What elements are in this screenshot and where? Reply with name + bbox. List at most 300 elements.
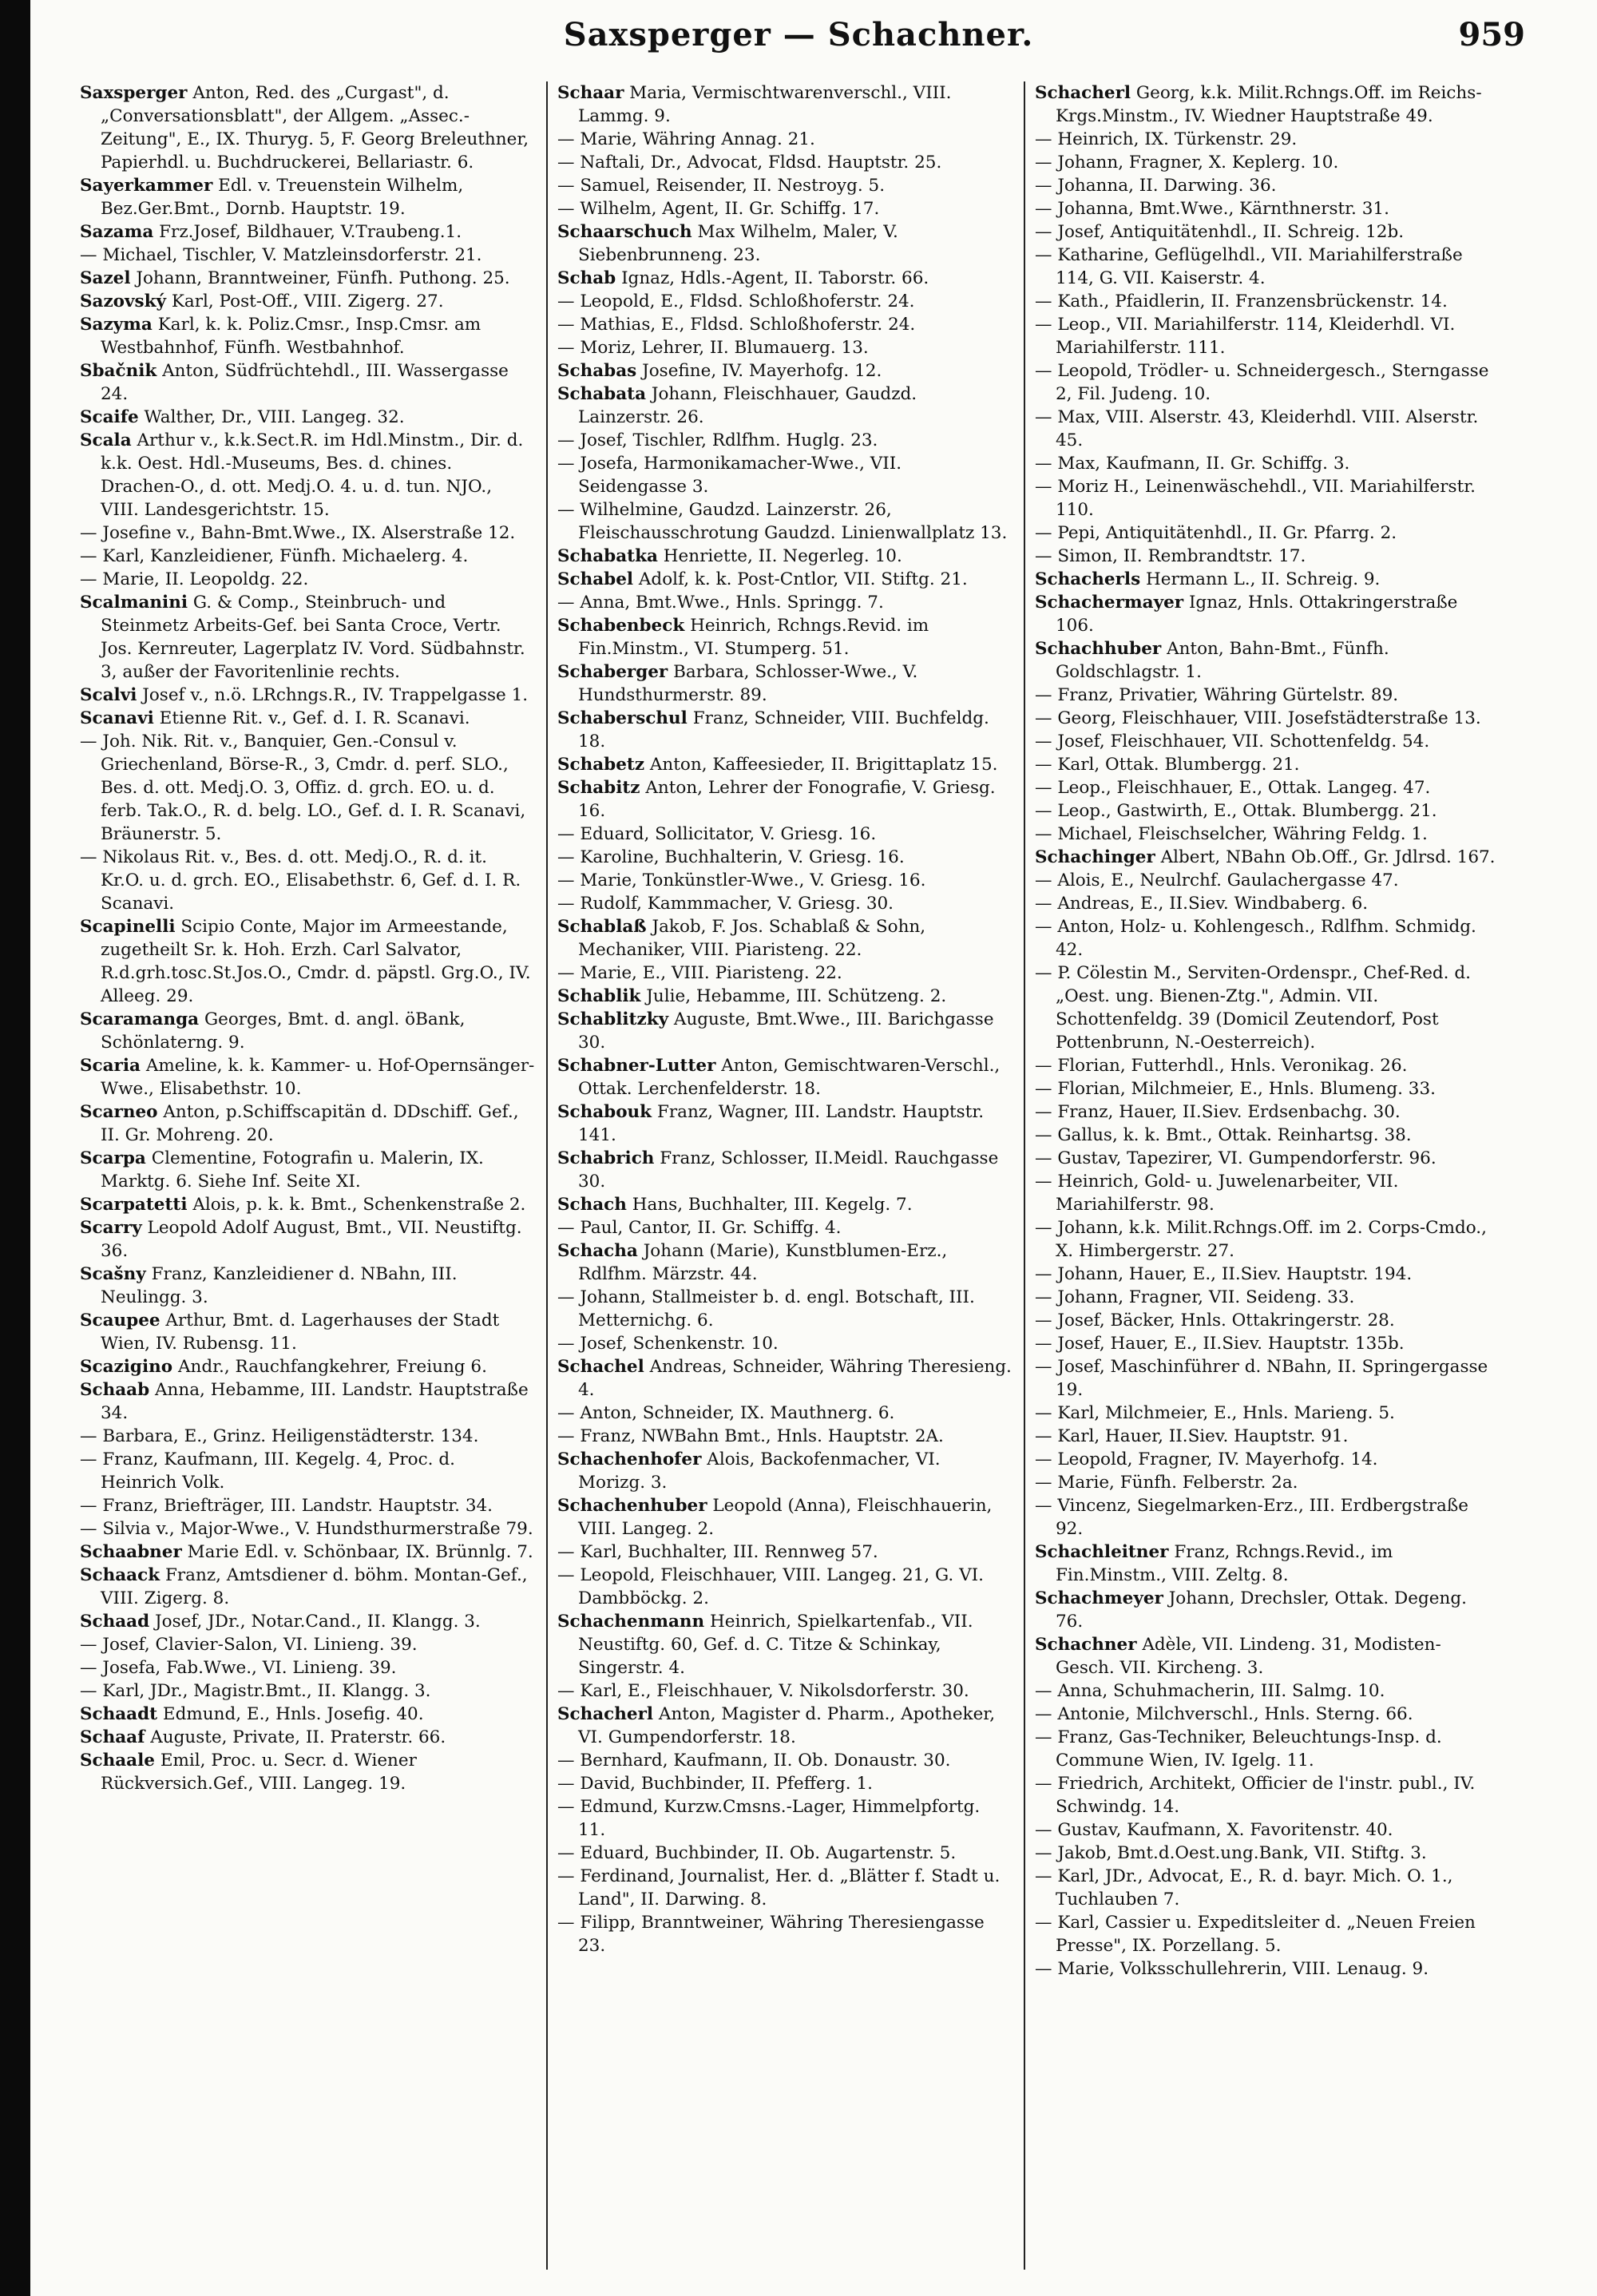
entry-details: Jakob, F. Jos. Schablaß & Sohn, Mechaniker, VIII. Piaristeng. 22. [578,917,926,960]
entry-surname: Schaberschul [557,708,688,728]
entry-details: — Michael, Fleischselcher, Währing Feldg. 1. [1035,824,1428,844]
entry-details: Maria, Vermischtwarenverschl., VIII. Lammg. 9. [578,83,952,126]
column-divider [1024,81,1025,2270]
directory-entry [557,313,1012,336]
entry-details: — Mathias, E., Fldsd. Schloßhoferstr. 24. [557,315,916,335]
entry-details: — David, Buchbinder, II. Pfefferg. 1. [557,1774,873,1794]
entry-surname: Schachermayer [1035,593,1184,613]
directory-entry [557,614,1012,660]
directory-entry [1035,823,1496,846]
directory-entry [1035,1309,1496,1332]
entry-details: — Vincenz, Siegelmarken-Erz., III. Erdbergstraße 92. [1035,1496,1468,1539]
entry-details: — Karoline, Buchhalterin, V. Griesg. 16. [557,847,905,867]
entry-details: — Marie, Tonkünstler-Wwe., V. Griesg. 16. [557,870,926,890]
directory-entry [557,1842,1012,1865]
directory-entry [1035,1911,1496,1957]
entry-surname: Schaadt [80,1704,158,1724]
directory-entry [1035,1448,1496,1471]
directory-entry [557,1564,1012,1610]
directory-entry [80,730,535,846]
entry-details: — Leop., Fleischhauer, E., Ottak. Langeg. 47. [1035,778,1431,798]
entry-surname: Schaale [80,1751,155,1771]
directory-entry [80,1147,535,1193]
entry-details: Franz, Rchngs.Revid., im Fin.Minstm., VIII. Zeltg. 8. [1056,1542,1393,1585]
entry-details: Karl, Post-Off., VIII. Zigerg. 27. [171,291,444,311]
directory-entry [80,220,535,244]
entry-surname: Schabetz [557,755,645,775]
directory-entry [1035,220,1496,244]
entry-details: Anton, Bahn-Bmt., Fünfh. Goldschlagstr. 1. [1056,639,1389,682]
directory-entry [80,1633,535,1656]
directory-entry [557,1703,1012,1749]
entry-surname: Schablik [557,986,641,1006]
entry-details: Scipio Conte, Major im Armeestande, zugetheilt Sr. k. Hoh. Erzh. Carl Salvator, R.d.grh.tosc.St.Jos.O., Cmdr. d. päpstl. Grg.O., IV. Alleeg. 29. [101,917,531,1006]
entry-details: Etienne Rit. v., Gef. d. I. R. Scanavi. [159,708,470,728]
entry-details: Emil, Proc. u. Secr. d. Wiener Rückversich.Gef., VIII. Langeg. 19. [101,1751,417,1794]
entry-surname: Schabouk [557,1102,652,1122]
entry-surname: Scarry [80,1218,142,1238]
directory-entry [1035,1679,1496,1703]
directory-entry [557,383,1012,429]
directory-entry [1035,1703,1496,1726]
directory-entry [80,1726,535,1749]
entry-details: Karl, k. k. Poliz.Cmsr., Insp.Cmsr. am Westbahnhof, Fünfh. Westbahnhof. [101,315,481,358]
entry-surname: Schaarschuch [557,222,692,242]
entry-surname: Scaupee [80,1311,160,1330]
directory-entry [1035,1425,1496,1448]
entry-details: — Eduard, Sollicitator, V. Griesg. 16. [557,824,877,844]
directory-entry [80,1309,535,1355]
directory-entry [1035,892,1496,915]
directory-entry [557,591,1012,614]
entry-details: Barbara, Schlosser-Wwe., V. Hundsthurmerstr. 89. [578,662,918,705]
entry-details: — Johann, k.k. Milit.Rchngs.Off. im 2. Corps-Cmdo., X. Himbergerstr. 27. [1035,1218,1487,1261]
entry-details: — Pepi, Antiquitätenhdl., II. Gr. Pfarrg. 2. [1035,523,1397,543]
entry-surname: Scaife [80,407,139,427]
entry-details: Franz, Schlosser, II.Meidl. Rauchgasse 30. [578,1148,999,1192]
directory-entry [557,452,1012,498]
directory-entry [557,1100,1012,1147]
entry-details: Arthur v., k.k.Sect.R. im Hdl.Minstm., Dir. d. k.k. Oest. Hdl.-Museums, Bes. d. chines. Drachen-O., d. ott. Medj.O. 4. u. d. tun. NJO., VIII. Landesgerichtstr. 15. [101,430,524,520]
directory-entry [80,1448,535,1494]
directory-entry [80,545,535,568]
entry-details: — Anton, Holz- u. Kohlengesch., Rdlfhm. Schmidg. 42. [1035,917,1476,960]
entry-details: — Karl, E., Fleischhauer, V. Nikolsdorferstr. 30. [557,1681,969,1701]
directory-entry [80,1564,535,1610]
directory-entry [557,1216,1012,1239]
entry-details: — Franz, Gas-Techniker, Beleuchtungs-Insp. d. Commune Wien, IV. Igelg. 11. [1035,1727,1442,1771]
directory-entry [557,1425,1012,1448]
directory-entry [1035,869,1496,892]
directory-entry [80,429,535,521]
entry-details: — Josef, Clavier-Salon, VI. Linieng. 39. [80,1635,418,1655]
directory-entry [557,869,1012,892]
entry-details: Arthur, Bmt. d. Lagerhauses der Stadt Wien, IV. Rubensg. 11. [101,1311,500,1354]
entry-details: Henriette, II. Negerleg. 10. [663,546,902,566]
directory-entry [1035,707,1496,730]
entry-details: — Barbara, E., Grinz. Heiligenstädterstr. 134. [80,1426,479,1446]
directory-entry [557,1008,1012,1054]
directory-entry [80,267,535,290]
directory-entry [1035,962,1496,1054]
entry-surname: Schaad [80,1612,150,1632]
entry-details: — Eduard, Buchbinder, II. Ob. Augartenstr. 5. [557,1843,957,1863]
column-2 [557,81,1012,2270]
entry-details: Franz, Schneider, VIII. Buchfeldg. 18. [578,708,989,751]
entry-details: Anton, Red. des „Curgast", d. „Conversationsblatt", der Allgem. „Assec.-Zeitung", E., IX. Thuryg. 5, F. Georg Breleuthner, Papierhdl. u. Buchdruckerei, Bellariastr. 6. [101,83,529,172]
entry-details: — Moriz H., Leinenwäschehdl., VII. Mariahilferstr. 110. [1035,477,1476,520]
entry-surname: Schachenhofer [557,1449,702,1469]
directory-entry [1035,846,1496,869]
entry-details: — Marie, E., VIII. Piaristeng. 22. [557,963,842,983]
directory-entry [557,1679,1012,1703]
entry-details: Georges, Bmt. d. angl. öBank, Schönlaterng. 9. [101,1009,466,1053]
directory-entry [1035,1541,1496,1587]
directory-entry [557,1865,1012,1911]
directory-entry [557,1610,1012,1679]
directory-entry [1035,684,1496,707]
entry-details: — Florian, Futterhdl., Hnls. Veronikag. 26. [1035,1056,1408,1076]
directory-entry [80,359,535,406]
directory-entry [1035,1957,1496,1981]
directory-entry [80,915,535,1008]
entry-surname: Scalvi [80,685,137,705]
entry-details: — Joh. Nik. Rit. v., Banquier, Gen.-Consul v. Griechenland, Börse-R., 3, Cmdr. d. perf. SLO., Bes. d. ott. Medj.O. 3, Offiz. d. grch. EO. u. d. ferb. Tak.O., R. d. belg. LO., Gef. d. I. R. Scanavi, Bräunerstr. 5. [80,732,526,844]
entry-details: — Josefa, Fab.Wwe., VI. Linieng. 39. [80,1658,397,1678]
directory-entry [1035,197,1496,220]
entry-details: Johann, Fleischhauer, Gaudzd. Lainzerstr. 26. [578,384,917,427]
directory-entry [1035,1818,1496,1842]
directory-entry [557,776,1012,823]
directory-entry [557,985,1012,1008]
entry-details: — Josef, Fleischhauer, VII. Schottenfeldg. 54. [1035,732,1430,751]
directory-entry [1035,359,1496,406]
directory-entry [557,1795,1012,1842]
entry-details: — Florian, Milchmeier, E., Hnls. Blumeng. 33. [1035,1079,1436,1099]
entry-details: — Karl, Cassier u. Expeditsleiter d. „Neuen Freien Presse", IX. Porzellang. 5. [1035,1913,1476,1956]
directory-entry [557,1494,1012,1541]
directory-entry [557,962,1012,985]
entry-details: — Heinrich, IX. Türkenstr. 29. [1035,129,1298,149]
entry-surname: Schab [557,268,616,288]
entry-details: Clementine, Fotografin u. Malerin, IX. Marktg. 6. Siehe Inf. Seite XI. [101,1148,484,1192]
directory-entry [557,753,1012,776]
entry-details: — Nikolaus Rit. v., Bes. d. ott. Medj.O., R. d. it. Kr.O. u. d. grch. EO., Elisabethstr. 6, Gef. d. I. R. Scanavi. [80,847,521,914]
directory-entry [80,1263,535,1309]
directory-entry [1035,1402,1496,1425]
entry-details: — Max, Kaufmann, II. Gr. Schiffg. 3. [1035,454,1350,474]
entry-surname: Sazovský [80,291,166,311]
directory-entry [1035,1100,1496,1124]
entry-surname: Sazel [80,268,131,288]
directory-entry [80,1193,535,1216]
entry-details: Anton, p.Schiffscapitän d. DDschiff. Gef., II. Gr. Mohreng. 20. [101,1102,519,1145]
entry-details: Albert, NBahn Ob.Off., Gr. Jdlrsd. 167. [1160,847,1496,867]
entry-details: Heinrich, Spielkartenfab., VII. Neustiftg. 60, Gef. d. C. Titze & Schinkay, Singerstr. 4. [578,1612,973,1678]
entry-surname: Schabitz [557,778,640,798]
entry-details: Edl. v. Treuenstein Wilhelm, Bez.Ger.Bmt., Dornb. Hauptstr. 19. [101,176,464,219]
entry-surname: Schabel [557,569,634,589]
entry-surname: Schachleitner [1035,1542,1169,1562]
entry-details: Georg, k.k. Milit.Rchngs.Off. im Reichs-Krgs.Minstm., IV. Wiedner Hauptstraße 49. [1056,83,1482,126]
directory-entry [557,1749,1012,1772]
entry-details: Josef, JDr., Notar.Cand., II. Klangg. 3. [155,1612,481,1632]
directory-entry [557,545,1012,568]
entry-details: Ignaz, Hdls.-Agent, II. Taborstr. 66. [621,268,929,288]
entry-details: — Gustav, Tapezirer, VI. Gumpendorferstr. 96. [1035,1148,1437,1168]
directory-entry [1035,128,1496,151]
entry-details: Anna, Hebamme, III. Landstr. Hauptstraße 34. [101,1380,529,1423]
entry-details: — Franz, Hauer, II.Siev. Erdsenbachg. 30. [1035,1102,1401,1122]
directory-entry [557,1772,1012,1795]
entry-details: — Heinrich, Gold- u. Juwelenarbeiter, VII. Mariahilferstr. 98. [1035,1172,1399,1215]
directory-entry [80,1008,535,1054]
directory-entry [1035,1054,1496,1077]
directory-entry [80,1425,535,1448]
directory-entry [80,1679,535,1703]
directory-entry [557,823,1012,846]
entry-details: — Marie, Volksschullehrerin, VIII. Lenaug. 9. [1035,1959,1429,1979]
entry-details: Julie, Hebamme, III. Schützeng. 2. [646,986,947,1006]
directory-entry [557,1147,1012,1193]
entry-details: Johann, Drechsler, Ottak. Degeng. 76. [1056,1588,1467,1632]
entry-surname: Schachenhuber [557,1496,707,1516]
entry-surname: Sazama [80,222,154,242]
directory-entry [1035,1633,1496,1679]
entry-details: Anton, Südfrüchtehdl., III. Wassergasse 24. [101,361,509,404]
entry-details: Anton, Gemischtwaren-Verschl., Ottak. Lerchenfelderstr. 18. [578,1056,1001,1099]
directory-entry [1035,244,1496,290]
entry-surname: Schabenbeck [557,616,685,636]
entry-details: Hermann L., II. Schreig. 9. [1146,569,1381,589]
entry-details: — Leopold, E., Fldsd. Schloßhoferstr. 24. [557,291,915,311]
entry-surname: Schach [557,1195,627,1215]
entry-details: — Anna, Schuhmacherin, III. Salmg. 10. [1035,1681,1385,1701]
entry-surname: Schabatka [557,546,658,566]
directory-entry [557,1355,1012,1402]
entry-surname: Scarneo [80,1102,158,1122]
entry-details: — Wilhelm, Agent, II. Gr. Schiffg. 17. [557,199,880,219]
directory-entry [80,81,535,174]
entry-details: Andreas, Schneider, Währing Theresieng. 4. [578,1357,1012,1400]
entry-surname: Scazigino [80,1357,173,1377]
directory-entry [557,197,1012,220]
entry-details: Franz, Kanzleidiener d. NBahn, III. Neulingg. 3. [101,1264,458,1307]
directory-entry [80,244,535,267]
entry-details: Auguste, Private, II. Praterstr. 66. [150,1727,446,1747]
entry-details: — Marie, Währing Annag. 21. [557,129,815,149]
entry-details: — Katharine, Geflügelhdl., VII. Mariahilferstraße 114, G. VII. Kaiserstr. 4. [1035,245,1463,288]
entry-details: — Leop., VII. Mariahilferstr. 114, Kleiderhdl. VI. Mariahilferstr. 111. [1035,315,1456,358]
directory-entry [80,1703,535,1726]
directory-entry [1035,1842,1496,1865]
entry-surname: Schaabner [80,1542,182,1562]
directory-entry [557,128,1012,151]
directory-entry [1035,915,1496,962]
entry-details: — Josef, Antiquitätenhdl., II. Schreig. 12b. [1035,222,1405,242]
entry-details: — Naftali, Dr., Advocat, Fldsd. Hauptstr. 25. [557,153,942,172]
entry-surname: Schachel [557,1357,644,1377]
entry-details: — Georg, Fleischhauer, VIII. Josefstädterstraße 13. [1035,708,1481,728]
entry-surname: Schaar [557,83,624,103]
directory-entry [1035,1772,1496,1818]
entry-details: — Silvia v., Major-Wwe., V. Hundsthurmerstraße 79. [80,1519,533,1539]
directory-entry [1035,1587,1496,1633]
entry-details: Marie Edl. v. Schönbaar, IX. Brünnlg. 7. [187,1542,533,1562]
entry-surname: Schacha [557,1241,638,1261]
entry-details: — Max, VIII. Alserstr. 43, Kleiderhdl. VIII. Alserstr. 45. [1035,407,1479,450]
entry-surname: Schabner-Lutter [557,1056,716,1076]
entry-details: — Anna, Bmt.Wwe., Hnls. Springg. 7. [557,593,884,613]
entry-surname: Schablaß [557,917,647,937]
entry-details: — Ferdinand, Journalist, Her. d. „Blätter f. Stadt u. Land", II. Darwing. 8. [557,1866,1001,1909]
directory-entry [557,267,1012,290]
entry-details: G. & Comp., Steinbruch- und Steinmetz Arbeits-Gef. bei Santa Croce, Vertr. Jos. Kernreuter, Lagerplatz IV. Vord. Südbahnstr. 3, außer der Favoritenlinie rechts. [101,593,525,682]
directory-entry [1035,406,1496,452]
entry-details: Alois, Backofenmacher, VI. Morizg. 3. [578,1449,941,1493]
entry-surname: Scarpatetti [80,1195,188,1215]
entry-surname: Scalmanini [80,593,188,613]
directory-entry [557,1054,1012,1100]
entry-surname: Sazyma [80,315,153,335]
directory-entry [557,1193,1012,1216]
entry-details: Adèle, VII. Lindeng. 31, Modisten-Gesch. VII. Kircheng. 3. [1056,1635,1441,1678]
directory-entry [557,568,1012,591]
directory-entry [80,707,535,730]
entry-details: — Kath., Pfaidlerin, II. Franzensbrückenstr. 14. [1035,291,1448,311]
directory-entry [1035,475,1496,521]
entry-surname: Schaab [80,1380,150,1400]
entry-surname: Schacherls [1035,569,1141,589]
directory-entry [1035,568,1496,591]
directory-entry [1035,1263,1496,1286]
entry-details: — Antonie, Milchverschl., Hnls. Sterng. 66. [1035,1704,1413,1724]
directory-entry [1035,776,1496,799]
entry-surname: Schabas [557,361,637,381]
directory-entry [1035,753,1496,776]
directory-entry [557,498,1012,545]
directory-entry [1035,1726,1496,1772]
directory-entry [1035,1077,1496,1100]
entry-details: — Johanna, II. Darwing. 36. [1035,176,1277,196]
directory-entry [557,1332,1012,1355]
entry-surname: Scarpa [80,1148,146,1168]
entry-surname: Schabata [557,384,647,404]
directory-entry [1035,313,1496,359]
entry-details: — Josef, Hauer, E., II.Siev. Hauptstr. 135b. [1035,1334,1405,1354]
entry-details: — Johann, Fragner, X. Keplerg. 10. [1035,153,1339,172]
entry-surname: Schachhuber [1035,639,1162,659]
entry-details: Leopold Adolf August, Bmt., VII. Neustiftg. 36. [101,1218,522,1261]
entry-details: Andr., Rauchfangkehrer, Freiung 6. [177,1357,487,1377]
entry-surname: Schaack [80,1565,160,1585]
page-number: 959 [1458,16,1525,54]
page-header [48,11,1549,67]
entry-details: Heinrich, Rchngs.Revid. im Fin.Minstm., VI. Stumperg. 51. [578,616,929,659]
entry-details: — Josef, Bäcker, Hnls. Ottakringerstr. 28. [1035,1311,1395,1330]
entry-details: — Marie, II. Leopoldg. 22. [80,569,309,589]
directory-entry [80,568,535,591]
entry-details: Franz, Amtsdiener d. böhm. Montan-Gef., VIII. Zigerg. 8. [101,1565,528,1608]
directory-entry [557,151,1012,174]
directory-entry [1035,1471,1496,1494]
entry-details: Max Wilhelm, Maler, V. Siebenbrunneng. 23. [578,222,898,265]
entry-details: — Karl, JDr., Advocat, E., R. d. bayr. Mich. O. 1., Tuchlauben 7. [1035,1866,1453,1909]
entry-details: Anton, Kaffeesieder, II. Brigittaplatz 15. [649,755,998,775]
directory-entry [557,220,1012,267]
entry-details: — Josef, Tischler, Rdlfhm. Huglg. 23. [557,430,878,450]
entry-details: — Leopold, Fragner, IV. Mayerhofg. 14. [1035,1449,1378,1469]
entry-details: — Leop., Gastwirth, E., Ottak. Blumbergg. 21. [1035,801,1437,821]
directory-entry [1035,1170,1496,1216]
entry-details: — Leopold, Fleischhauer, VIII. Langeg. 21, G. VI. Dambböckg. 2. [557,1565,984,1608]
directory-entry [80,1494,535,1517]
entry-details: Frz.Josef, Bildhauer, V.Traubeng.1. [159,222,462,242]
entry-details: — Josefine v., Bahn-Bmt.Wwe., IX. Alserstraße 12. [80,523,516,543]
entry-surname: Scaria [80,1056,141,1076]
entry-details: — Alois, E., Neulrchf. Gaulachergasse 47. [1035,870,1399,890]
entry-details: — P. Cölestin M., Serviten-Ordenspr., Chef-Red. d. „Oest. ung. Bienen-Ztg.", Admin. VII. Schottenfeldg. 39 (Domicil Zeutendorf, Post Pottenbrunn, N.-Oesterreich). [1035,963,1471,1053]
directory-entry [1035,1494,1496,1541]
entry-details: — Karl, Milchmeier, E., Hnls. Marieng. 5. [1035,1403,1395,1423]
entry-details: — Karl, JDr., Magistr.Bmt., II. Klangg. 3. [80,1681,431,1701]
directory-entry [1035,1124,1496,1147]
entry-details: — Josef, Maschinführer d. NBahn, II. Springergasse 19. [1035,1357,1488,1400]
entry-details: — Bernhard, Kaufmann, II. Ob. Donaustr. 30. [557,1751,951,1771]
entry-details: — Franz, NWBahn Bmt., Hnls. Hauptstr. 2A. [557,1426,944,1446]
directory-entry [1035,637,1496,684]
directory-entry [80,1749,535,1795]
entry-details: Leopold (Anna), Fleischhauerin, VIII. Langeg. 2. [578,1496,993,1539]
entry-details: Franz, Wagner, III. Landstr. Hauptstr. 141. [578,1102,985,1145]
column-1 [80,81,535,2270]
entry-surname: Schaberger [557,662,668,682]
directory-entry [1035,290,1496,313]
directory-entry [1035,799,1496,823]
directory-entry [80,1355,535,1378]
directory-entry [80,591,535,684]
directory-entry [80,406,535,429]
entry-details: — Michael, Tischler, V. Matzleinsdorferstr. 21. [80,245,482,265]
entry-surname: Scanavi [80,708,154,728]
column-3 [1035,81,1496,2270]
directory-entry [1035,151,1496,174]
entry-details: Josef v., n.ö. LRchngs.R., IV. Trappelgasse 1. [142,685,529,705]
directory-entry [1035,1355,1496,1402]
directory-entry [1035,174,1496,197]
directory-entry [557,892,1012,915]
entry-details: — Wilhelmine, Gaudzd. Lainzerstr. 26, Fleischausschrotung Gaudzd. Linienwallplatz 13. [557,500,1008,543]
entry-details: Hans, Buchhalter, III. Kegelg. 7. [632,1195,913,1215]
directory-entry [557,846,1012,869]
directory-entry [557,1286,1012,1332]
entry-details: Adolf, k. k. Post-Cntlor, VII. Stiftg. 21. [638,569,968,589]
entry-surname: Sayerkammer [80,176,213,196]
entry-details: — Gustav, Kaufmann, X. Favoritenstr. 40. [1035,1820,1393,1840]
scan-border [0,0,30,2296]
directory-entry [557,336,1012,359]
entry-details: — Simon, II. Rembrandtstr. 17. [1035,546,1306,566]
directory-entry [1035,1286,1496,1309]
entry-details: — Karl, Kanzleidiener, Fünfh. Michaelerg. 4. [80,546,469,566]
entry-details: — Franz, Kaufmann, III. Kegelg. 4, Proc. d. Heinrich Volk. [80,1449,455,1493]
entry-details: Anton, Magister d. Pharm., Apotheker, VI. Gumpendorferstr. 18. [578,1704,996,1747]
entry-surname: Schachmeyer [1035,1588,1163,1608]
directory-entry [1035,730,1496,753]
directory-entry [1035,1332,1496,1355]
entry-details: — Josefa, Harmonikamacher-Wwe., VII. Seidengasse 3. [557,454,902,497]
entry-details: Ignaz, Hnls. Ottakringerstraße 106. [1056,593,1458,636]
